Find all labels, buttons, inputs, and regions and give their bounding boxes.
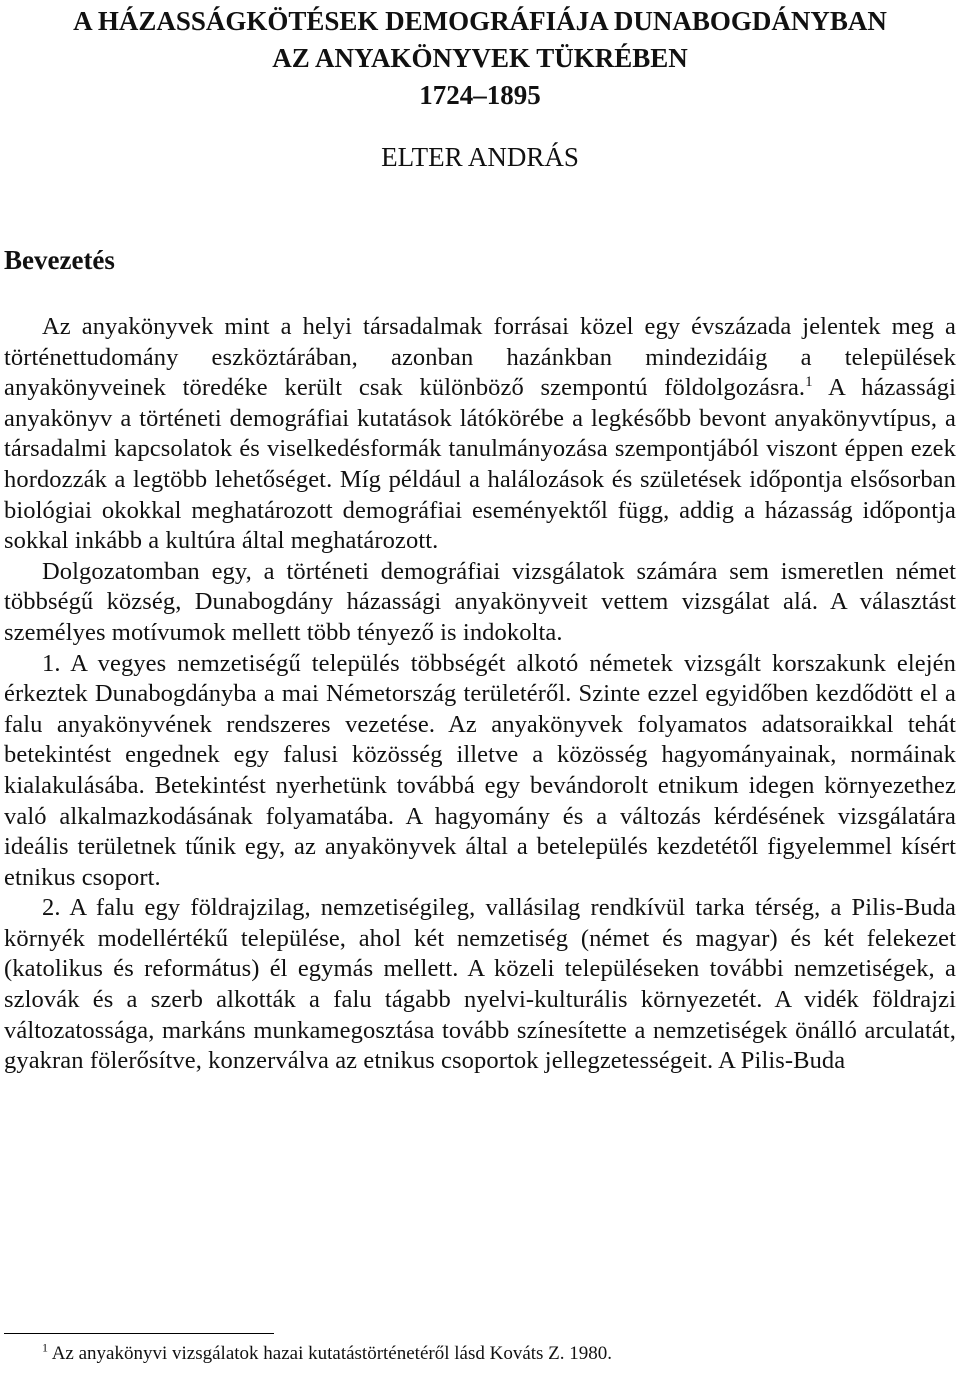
paragraph-1 — [4, 312, 956, 557]
title-line-2: AZ ANYAKÖNYVEK TÜKRÉBEN — [272, 43, 688, 73]
author-name: ELTER ANDRÁS — [381, 142, 579, 172]
footnote-text: Az anyakönyvi vizsgálatok hazai kutatástörténetéről lásd Kováts Z. 1980. — [48, 1343, 613, 1364]
title-years: 1724–1895 — [419, 80, 541, 110]
title-line-1: A HÁZASSÁGKÖTÉSEK DEMOGRÁFIÁJA DUNABOGDÁNYBAN — [73, 6, 887, 36]
paragraph-2: Dolgozatomban egy, a történeti demográfiai vizsgálatok számára sem ismeretlen német többségű község, Dunabogdány házassági anyakönyveit vettem vizsgálat alá. A választást személyes motívumok mellett több tényező is indokolta. — [4, 557, 956, 646]
document-page — [4, 0, 956, 1375]
body-text — [4, 312, 956, 1077]
paragraph-3: 1. A vegyes nemzetiségű település többségét alkotó németek vizsgált korszakunk elején érkeztek Dunabogdányba a mai Németország területéről. Szinte ezzel egyidőben kezdődött el a falu anyakönyvének rendszeres vezetése. Az anyakönyvek folyamatos adatsoraikkal tehát betekintést engednek egy falusi közösség illetve a közösség hagyományainak, normáinak kialakulásába. Betekintést nyerhetünk továbbá egy bevándorolt etnikum idegen környezethez való alkalmazkodásának folyamatába. A hagyomány és a változás kérdésének vizsgálatára ideális területnek tűnik egy, az anyakönyvek által a betelepülés kezdetétől figyelemmel kísért etnikus csoport. — [4, 649, 956, 891]
section-heading: Bevezetés — [4, 245, 115, 275]
footnote — [42, 1342, 612, 1366]
paragraph-1-text-b: A házassági anyakönyv a történeti demográfiai kutatások látókörébe a legkésőbb bevont anyakönyvtípus, a társadalmi kapcsolatok és viselkedésformák tanulmányozása szempontjából viszont éppen ezek hordozzák a legtöbb lehetőséget. Míg például a halálozások és születések időpontja elsősorban biológiai okokkal meghatározott demográfiai eseményektől függ, addig a házasság időpontja sokkal inkább a kultúra által meghatározott. — [4, 374, 956, 555]
footnote-reference: 1 — [805, 374, 813, 391]
paragraph-1-text-a: Az anyakönyvek mint a helyi társadalmak forrásai közel egy évszázada jelentek meg a történettudomány eszköztárában, azonban hazánkban mindezidáig a települések anyakönyveinek töredéke került csak különböző szempontú földolgozásra. — [4, 313, 956, 402]
footnote-number: 1 — [42, 1340, 48, 1355]
article-title — [4, 0, 956, 114]
footnote-divider — [4, 1333, 274, 1334]
paragraph-4: 2. A falu egy földrajzilag, nemzetiségileg, vallásilag rendkívül tarka térség, a Pilis-Buda környék modellértékű települése, ahol két nemzetiség (német és magyar) és két felekezet (katolikus és református) él egymás mellett. A közeli településeken további nemzetiségek, a szlovák és a szerb alkották a falu tágabb nyelvi-kulturális környezetét. A vidék földrajzi változatossága, markáns munkamegosztása tovább színesítette a nemzetiségek önálló arculatát, gyakran fölerősítve, konzerválva az etnikus csoportok jellegzetességeit. A Pilis-Buda — [4, 894, 956, 1075]
